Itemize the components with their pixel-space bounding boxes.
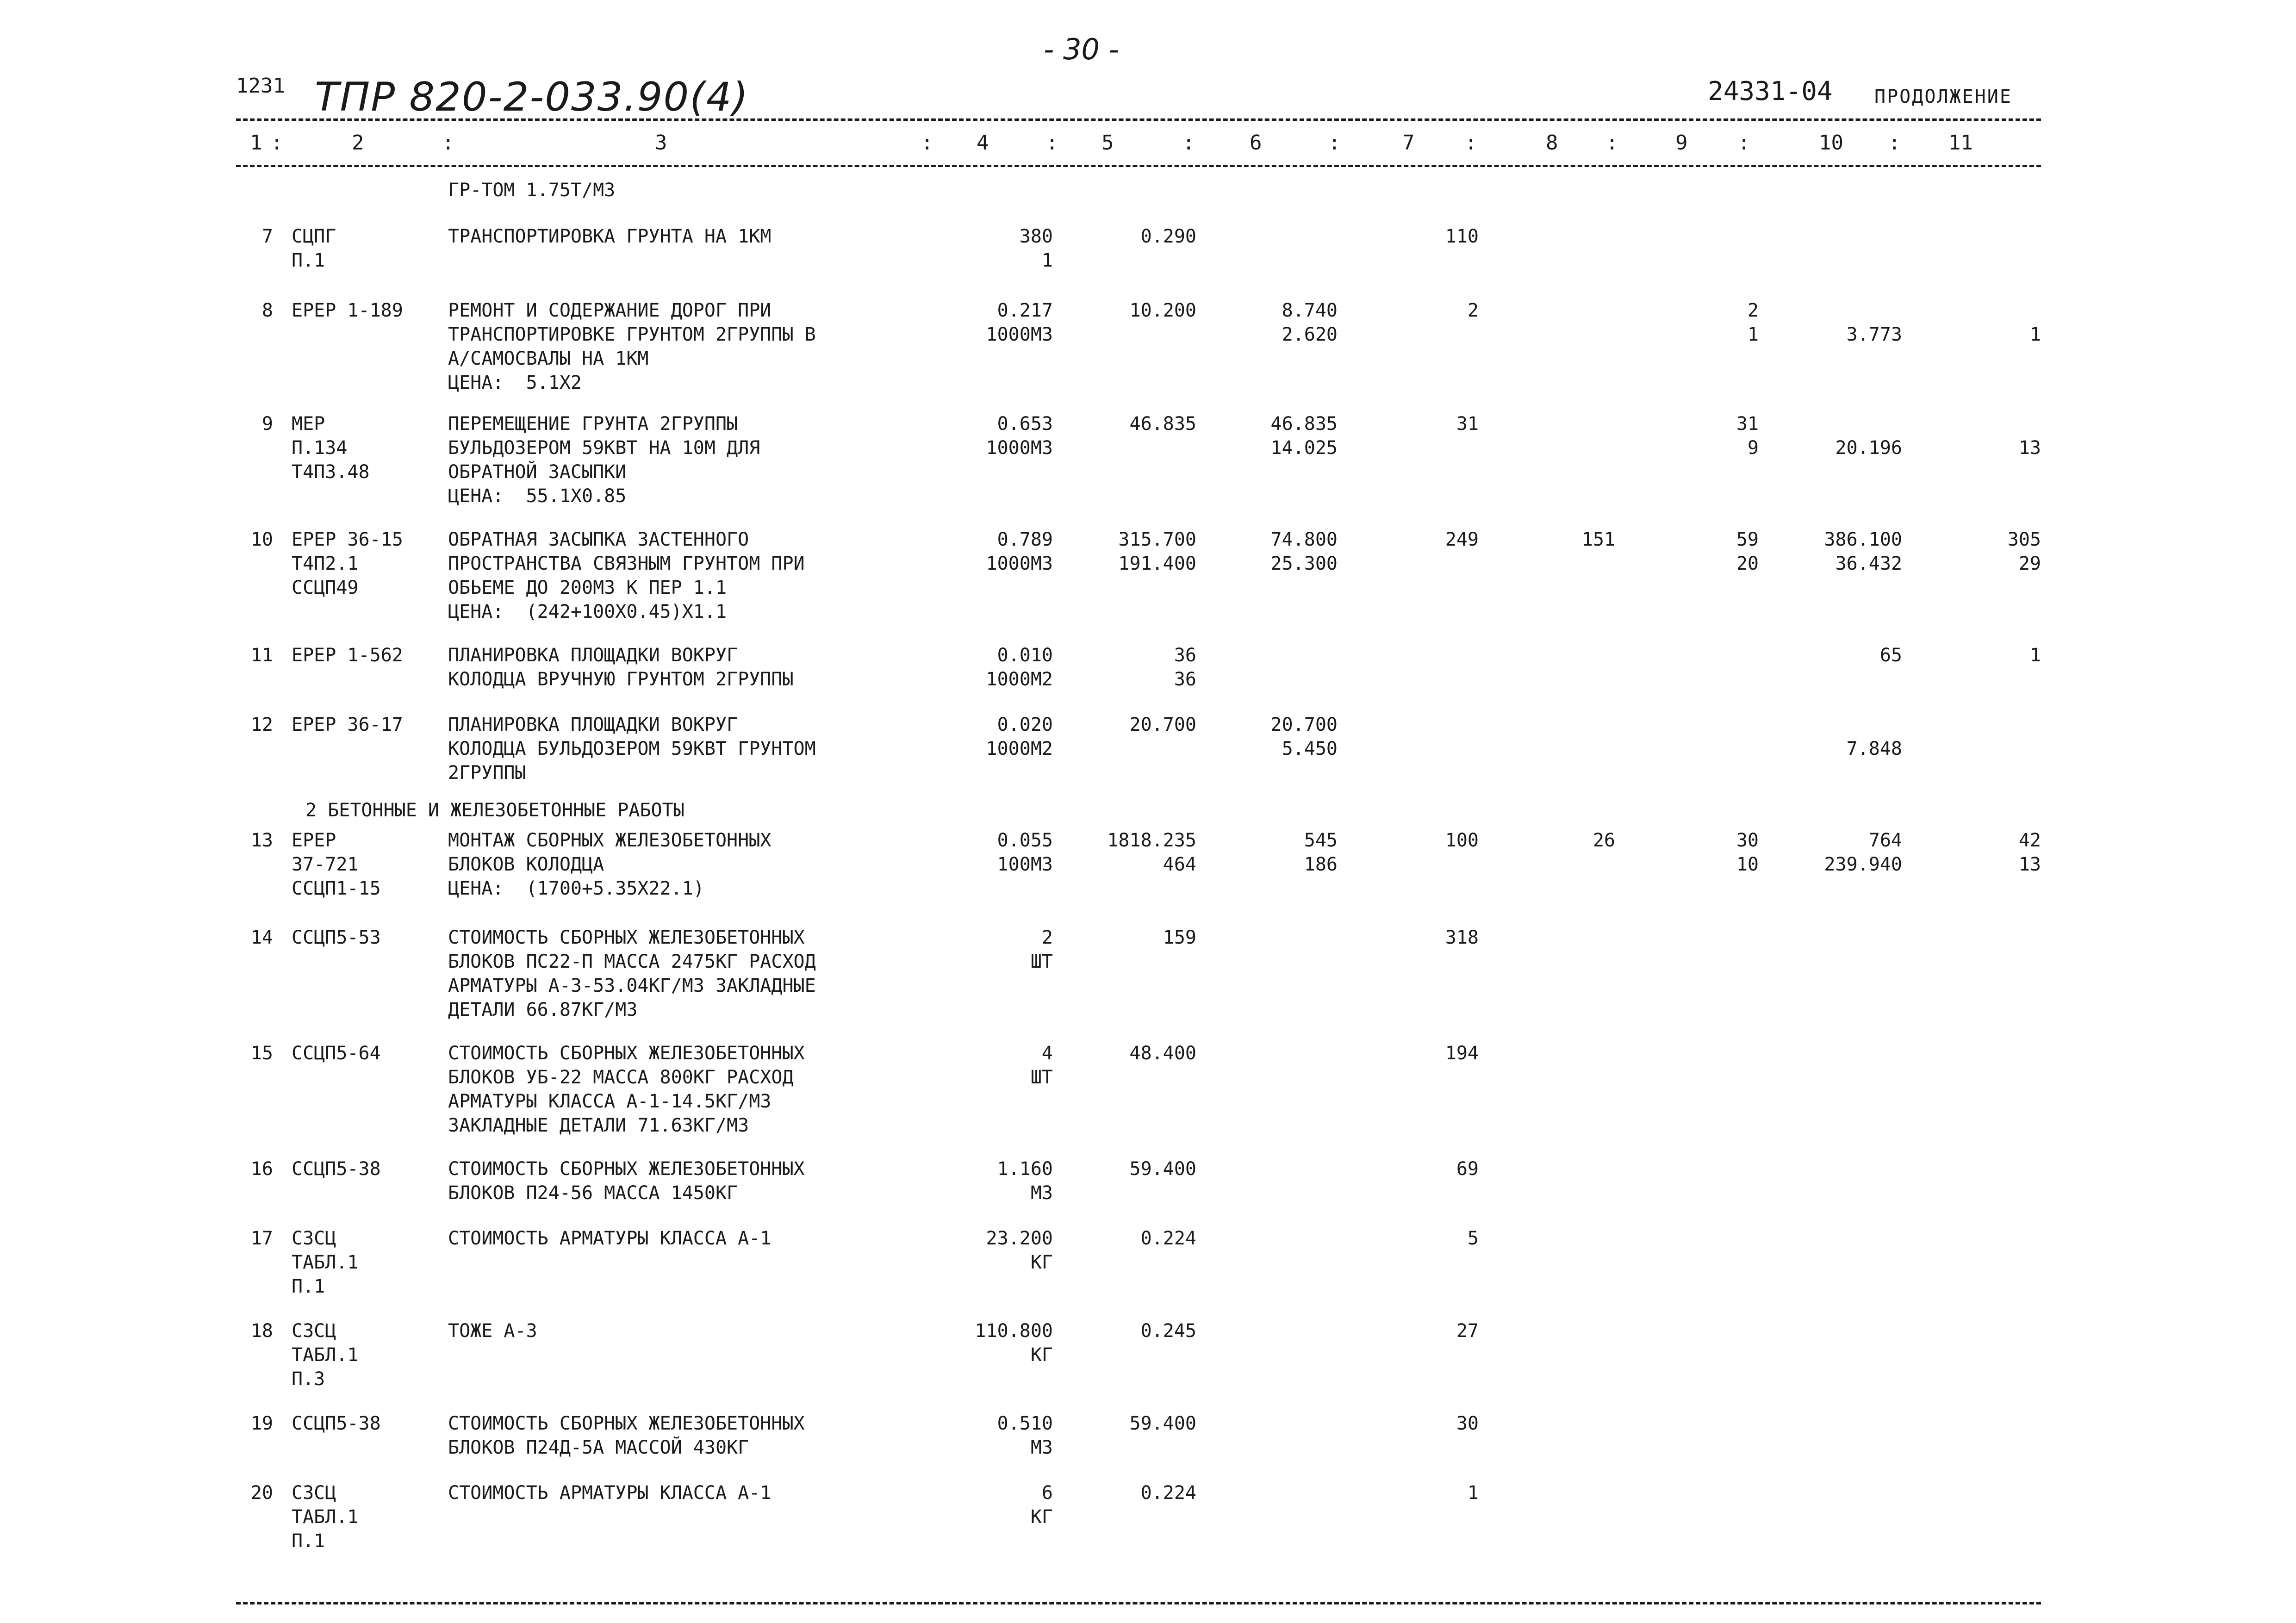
row-code: 37-721	[292, 854, 359, 875]
cell-machine-price: 545	[1304, 830, 1338, 851]
row-description: ТРАНСПОРТИРОВКА ГРУНТА НА 1КМ	[448, 226, 772, 247]
row-number: 17	[250, 1228, 273, 1249]
row-description: КОЛОДЦА БУЛЬДОЗЕРОМ 59КВТ ГРУНТОМ	[448, 738, 816, 759]
carry-over-text: ГР-ТОМ 1.75Т/М3	[448, 180, 616, 201]
cell-total-cost: 31	[1456, 413, 1479, 435]
row-description: А/САМОСВАЛЫ НА 1КМ	[448, 348, 649, 369]
cell-quantity: 100М3	[997, 854, 1053, 875]
cell-unit-price: 1818.235	[1107, 830, 1196, 851]
row-number: 20	[250, 1482, 273, 1504]
column-number-label: :	[1046, 131, 1058, 155]
row-code: ЕРЕР 36-15	[292, 529, 403, 550]
row-code: ССЦП5-53	[292, 927, 381, 948]
cell-quantity: 0.217	[997, 300, 1053, 321]
cell-col11: 1	[2029, 645, 2041, 666]
cell-quantity: 0.789	[997, 529, 1053, 550]
cell-total-cost: 318	[1445, 927, 1479, 948]
row-description: ПЕРЕМЕЩЕНИЕ ГРУНТА 2ГРУППЫ	[448, 413, 738, 435]
cell-quantity: ШТ	[1030, 1067, 1053, 1088]
cell-quantity: 1000М2	[986, 669, 1053, 690]
row-description: РЕМОНТ И СОДЕРЖАНИЕ ДОРОГ ПРИ	[448, 300, 772, 321]
cell-labor: 764	[1868, 830, 1902, 851]
cell-quantity: 1000М3	[986, 324, 1053, 345]
cell-machine-price: 2.620	[1282, 324, 1338, 345]
row-code: П.3	[292, 1368, 325, 1390]
column-number-label: :	[1465, 131, 1477, 155]
cell-quantity: 0.010	[997, 645, 1053, 666]
cell-machine-price: 46.835	[1270, 413, 1338, 435]
column-number-label: 6	[1250, 131, 1262, 155]
column-number-label: 7	[1402, 131, 1415, 155]
cell-labor: 239.940	[1824, 854, 1902, 875]
row-code: ССЦП5-38	[292, 1158, 381, 1180]
cell-unit-price: 36	[1174, 669, 1196, 690]
row-code: П.1	[292, 1530, 325, 1552]
cell-unit-price: 315.700	[1118, 529, 1196, 550]
cell-unit-price: 59.400	[1129, 1413, 1196, 1434]
row-description: КОЛОДЦА ВРУЧНУЮ ГРУНТОМ 2ГРУППЫ	[448, 669, 794, 690]
cell-quantity: КГ	[1030, 1252, 1053, 1273]
cell-quantity: 1	[1041, 250, 1053, 271]
column-number-label: 10	[1819, 131, 1843, 155]
cell-quantity: КГ	[1030, 1506, 1053, 1528]
row-description: АРМАТУРЫ КЛАССА А-1-14.5КГ/М3	[448, 1091, 772, 1112]
sheet-code: 1231	[236, 74, 285, 98]
cell-machine-price: 14.025	[1270, 437, 1338, 459]
row-description: ПРОСТРАНСТВА СВЯЗНЫМ ГРУНТОМ ПРИ	[448, 553, 805, 574]
cell-quantity: 2	[1041, 927, 1053, 948]
cell-total-cost: 2	[1467, 300, 1479, 321]
row-number: 11	[250, 645, 273, 666]
cell-col8: 26	[1593, 830, 1615, 851]
cell-quantity: М3	[1030, 1437, 1053, 1458]
cell-unit-price: 48.400	[1129, 1043, 1196, 1064]
cell-col11: 13	[2018, 437, 2041, 459]
row-number: 12	[250, 714, 273, 735]
column-number-label: :	[442, 131, 454, 155]
cell-total-cost: 100	[1445, 830, 1479, 851]
cell-labor: 20.196	[1835, 437, 1902, 459]
cell-col9: 30	[1736, 830, 1759, 851]
column-number-label: 9	[1675, 131, 1688, 155]
row-code: ЕРЕР	[292, 830, 336, 851]
cell-col9: 59	[1736, 529, 1759, 550]
row-code: ТАБЛ.1	[292, 1506, 359, 1528]
row-description: БЛОКОВ КОЛОДЦА	[448, 854, 604, 875]
cell-labor: 36.432	[1835, 553, 1902, 574]
row-description: СТОИМОСТЬ СБОРНЫХ ЖЕЛЕЗОБЕТОННЫХ	[448, 1158, 805, 1180]
column-number-label: 3	[655, 131, 667, 155]
cell-machine-price: 74.800	[1270, 529, 1338, 550]
cell-col11: 42	[2018, 830, 2041, 851]
cell-total-cost: 194	[1445, 1043, 1479, 1064]
row-code: ЕРЕР 36-17	[292, 714, 403, 735]
row-code: П.1	[292, 250, 325, 271]
cell-quantity: 0.020	[997, 714, 1053, 735]
column-number-label: :	[271, 131, 283, 155]
row-code: Т4П2.1	[292, 553, 359, 574]
row-code: ССЦП5-38	[292, 1413, 381, 1434]
cell-labor: 3.773	[1846, 324, 1902, 345]
row-number: 16	[250, 1158, 273, 1180]
row-code: СЦПГ	[292, 226, 336, 247]
row-description: ТОЖЕ А-3	[448, 1320, 537, 1342]
row-description: ЦЕНА: (1700+5.35Х22.1)	[448, 878, 704, 899]
row-number: 14	[250, 927, 273, 948]
cell-col11: 305	[2007, 529, 2041, 550]
section-heading: 2 БЕТОННЫЕ И ЖЕЛЕЗОБЕТОННЫЕ РАБОТЫ	[305, 800, 684, 821]
document-code: ТПР 820-2-033.90(4)	[315, 74, 749, 120]
cell-quantity: 380	[1019, 226, 1053, 247]
cell-unit-price: 159	[1163, 927, 1196, 948]
cell-total-cost: 110	[1445, 226, 1479, 247]
row-description: ОБЬЕМЕ ДО 200М3 К ПЕР 1.1	[448, 577, 727, 598]
cell-unit-price: 191.400	[1118, 553, 1196, 574]
row-number: 10	[250, 529, 273, 550]
continuation-label: ПРОДОЛЖЕНИЕ	[1874, 86, 2012, 107]
cell-col11: 29	[2018, 553, 2041, 574]
column-number-label: :	[1888, 131, 1901, 155]
cell-quantity: ШТ	[1030, 951, 1053, 972]
cell-col11: 13	[2018, 854, 2041, 875]
document-number: 24331-04	[1708, 76, 1833, 106]
row-code: ССЦП1-15	[292, 878, 381, 899]
row-description: ДЕТАЛИ 66.87КГ/М3	[448, 999, 638, 1020]
cell-machine-price: 5.450	[1282, 738, 1338, 759]
footer-rule	[236, 1602, 2041, 1604]
cell-quantity: 6	[1041, 1482, 1053, 1504]
row-description: ОБРАТНОЙ ЗАСЫПКИ	[448, 461, 627, 483]
row-number: 18	[250, 1320, 273, 1342]
cell-quantity: 0.055	[997, 830, 1053, 851]
row-description: ЦЕНА: 5.1Х2	[448, 372, 582, 393]
row-code: ЕРЕР 1-189	[292, 300, 403, 321]
row-description: БУЛЬДОЗЕРОМ 59КВТ НА 10М ДЛЯ	[448, 437, 760, 459]
column-number-label: :	[1328, 131, 1341, 155]
cell-machine-price: 186	[1304, 854, 1338, 875]
row-code: ЕРЕР 1-562	[292, 645, 403, 666]
column-number-label: 11	[1948, 131, 1973, 155]
cell-unit-price: 0.245	[1140, 1320, 1196, 1342]
cell-unit-price: 59.400	[1129, 1158, 1196, 1180]
cell-unit-price: 10.200	[1129, 300, 1196, 321]
row-code: П.134	[292, 437, 348, 459]
row-description: БЛОКОВ П24-56 МАССА 1450КГ	[448, 1182, 738, 1204]
column-number-label: :	[1182, 131, 1195, 155]
cell-unit-price: 46.835	[1129, 413, 1196, 435]
column-number-label: 8	[1546, 131, 1558, 155]
row-code: СЗСЦ	[292, 1228, 336, 1249]
row-number: 8	[261, 300, 273, 321]
row-description: МОНТАЖ СБОРНЫХ ЖЕЛЕЗОБЕТОННЫХ	[448, 830, 772, 851]
cell-quantity: 0.653	[997, 413, 1053, 435]
cell-labor: 7.848	[1846, 738, 1902, 759]
cell-unit-price: 464	[1163, 854, 1196, 875]
cell-total-cost: 1	[1467, 1482, 1479, 1504]
cell-unit-price: 20.700	[1129, 714, 1196, 735]
cell-quantity: 4	[1041, 1043, 1053, 1064]
column-number-label: :	[1738, 131, 1750, 155]
cell-quantity: 1.160	[997, 1158, 1053, 1180]
cell-quantity: 1000М3	[986, 437, 1053, 459]
row-code: Т4П3.48	[292, 461, 370, 483]
row-number: 19	[250, 1413, 273, 1434]
cell-quantity: 1000М2	[986, 738, 1053, 759]
row-code: ТАБЛ.1	[292, 1344, 359, 1366]
row-code: ССЦП49	[292, 577, 359, 598]
cell-col9: 1	[1747, 324, 1759, 345]
row-description: АРМАТУРЫ А-3-53.04КГ/М3 ЗАКЛАДНЫЕ	[448, 975, 816, 996]
cell-unit-price: 36	[1174, 645, 1196, 666]
cell-col11: 1	[2029, 324, 2041, 345]
row-code: МЕР	[292, 413, 325, 435]
page-number: - 30 -	[1044, 32, 1120, 66]
cell-total-cost: 27	[1456, 1320, 1479, 1342]
cell-unit-price: 0.290	[1140, 226, 1196, 247]
cell-labor: 386.100	[1824, 529, 1902, 550]
cell-unit-price: 0.224	[1140, 1482, 1196, 1504]
cell-quantity: 0.510	[997, 1413, 1053, 1434]
row-description: ОБРАТНАЯ ЗАСЫПКА ЗАСТЕННОГО	[448, 529, 749, 550]
row-description: СТОИМОСТЬ СБОРНЫХ ЖЕЛЕЗОБЕТОННЫХ	[448, 1043, 805, 1064]
column-number-label: :	[921, 131, 933, 155]
row-number: 15	[250, 1043, 273, 1064]
row-number: 9	[261, 413, 273, 435]
row-code: ТАБЛ.1	[292, 1252, 359, 1273]
cell-machine-price: 8.740	[1282, 300, 1338, 321]
row-description: СТОИМОСТЬ СБОРНЫХ ЖЕЛЕЗОБЕТОННЫХ	[448, 927, 805, 948]
cell-unit-price: 0.224	[1140, 1228, 1196, 1249]
column-number-label: 4	[977, 131, 989, 155]
column-number-label: 2	[352, 131, 364, 155]
column-number-label: 1	[250, 131, 262, 155]
row-description: СТОИМОСТЬ СБОРНЫХ ЖЕЛЕЗОБЕТОННЫХ	[448, 1413, 805, 1434]
cell-quantity: 1000М3	[986, 553, 1053, 574]
row-description: 2ГРУППЫ	[448, 762, 526, 784]
row-description: ПЛАНИРОВКА ПЛОЩАДКИ ВОКРУГ	[448, 645, 738, 666]
cell-col9: 31	[1736, 413, 1759, 435]
cell-col9: 20	[1736, 553, 1759, 574]
cell-quantity: КГ	[1030, 1344, 1053, 1366]
column-number-label: :	[1606, 131, 1618, 155]
cell-machine-price: 25.300	[1270, 553, 1338, 574]
cell-machine-price: 20.700	[1270, 714, 1338, 735]
row-description: БЛОКОВ ПС22-П МАССА 2475КГ РАСХОД	[448, 951, 816, 972]
row-number: 7	[261, 226, 273, 247]
row-description: ЦЕНА: (242+100Х0.45)Х1.1	[448, 601, 727, 622]
row-description: БЛОКОВ УБ-22 МАССА 800КГ РАСХОД	[448, 1067, 794, 1088]
row-code: СЗСЦ	[292, 1482, 336, 1504]
cell-total-cost: 30	[1456, 1413, 1479, 1434]
cell-total-cost: 5	[1467, 1228, 1479, 1249]
row-description: ЗАКЛАДНЫЕ ДЕТАЛИ 71.63КГ/М3	[448, 1115, 749, 1136]
row-description: ТРАНСПОРТИРОВКЕ ГРУНТОМ 2ГРУППЫ В	[448, 324, 816, 345]
cell-quantity: 110.800	[975, 1320, 1053, 1342]
cell-col9: 2	[1747, 300, 1759, 321]
row-code: СЗСЦ	[292, 1320, 336, 1342]
row-description: ПЛАНИРОВКА ПЛОЩАДКИ ВОКРУГ	[448, 714, 738, 735]
row-description: ЦЕНА: 55.1Х0.85	[448, 485, 627, 507]
cell-col8: 151	[1581, 529, 1615, 550]
cell-labor: 65	[1879, 645, 1902, 666]
row-number: 13	[250, 830, 273, 851]
row-code: П.1	[292, 1276, 325, 1297]
cell-col9: 10	[1736, 854, 1759, 875]
cell-total-cost: 69	[1456, 1158, 1479, 1180]
column-number-label: 5	[1101, 131, 1114, 155]
cell-quantity: М3	[1030, 1182, 1053, 1204]
row-description: БЛОКОВ П24Д-5А МАССОЙ 430КГ	[448, 1437, 749, 1458]
row-description: СТОИМОСТЬ АРМАТУРЫ КЛАССА А-1	[448, 1228, 772, 1249]
row-description: СТОИМОСТЬ АРМАТУРЫ КЛАССА А-1	[448, 1482, 772, 1504]
cell-total-cost: 249	[1445, 529, 1479, 550]
cell-col9: 9	[1747, 437, 1759, 459]
cell-quantity: 23.200	[986, 1228, 1053, 1249]
row-code: ССЦП5-64	[292, 1043, 381, 1064]
